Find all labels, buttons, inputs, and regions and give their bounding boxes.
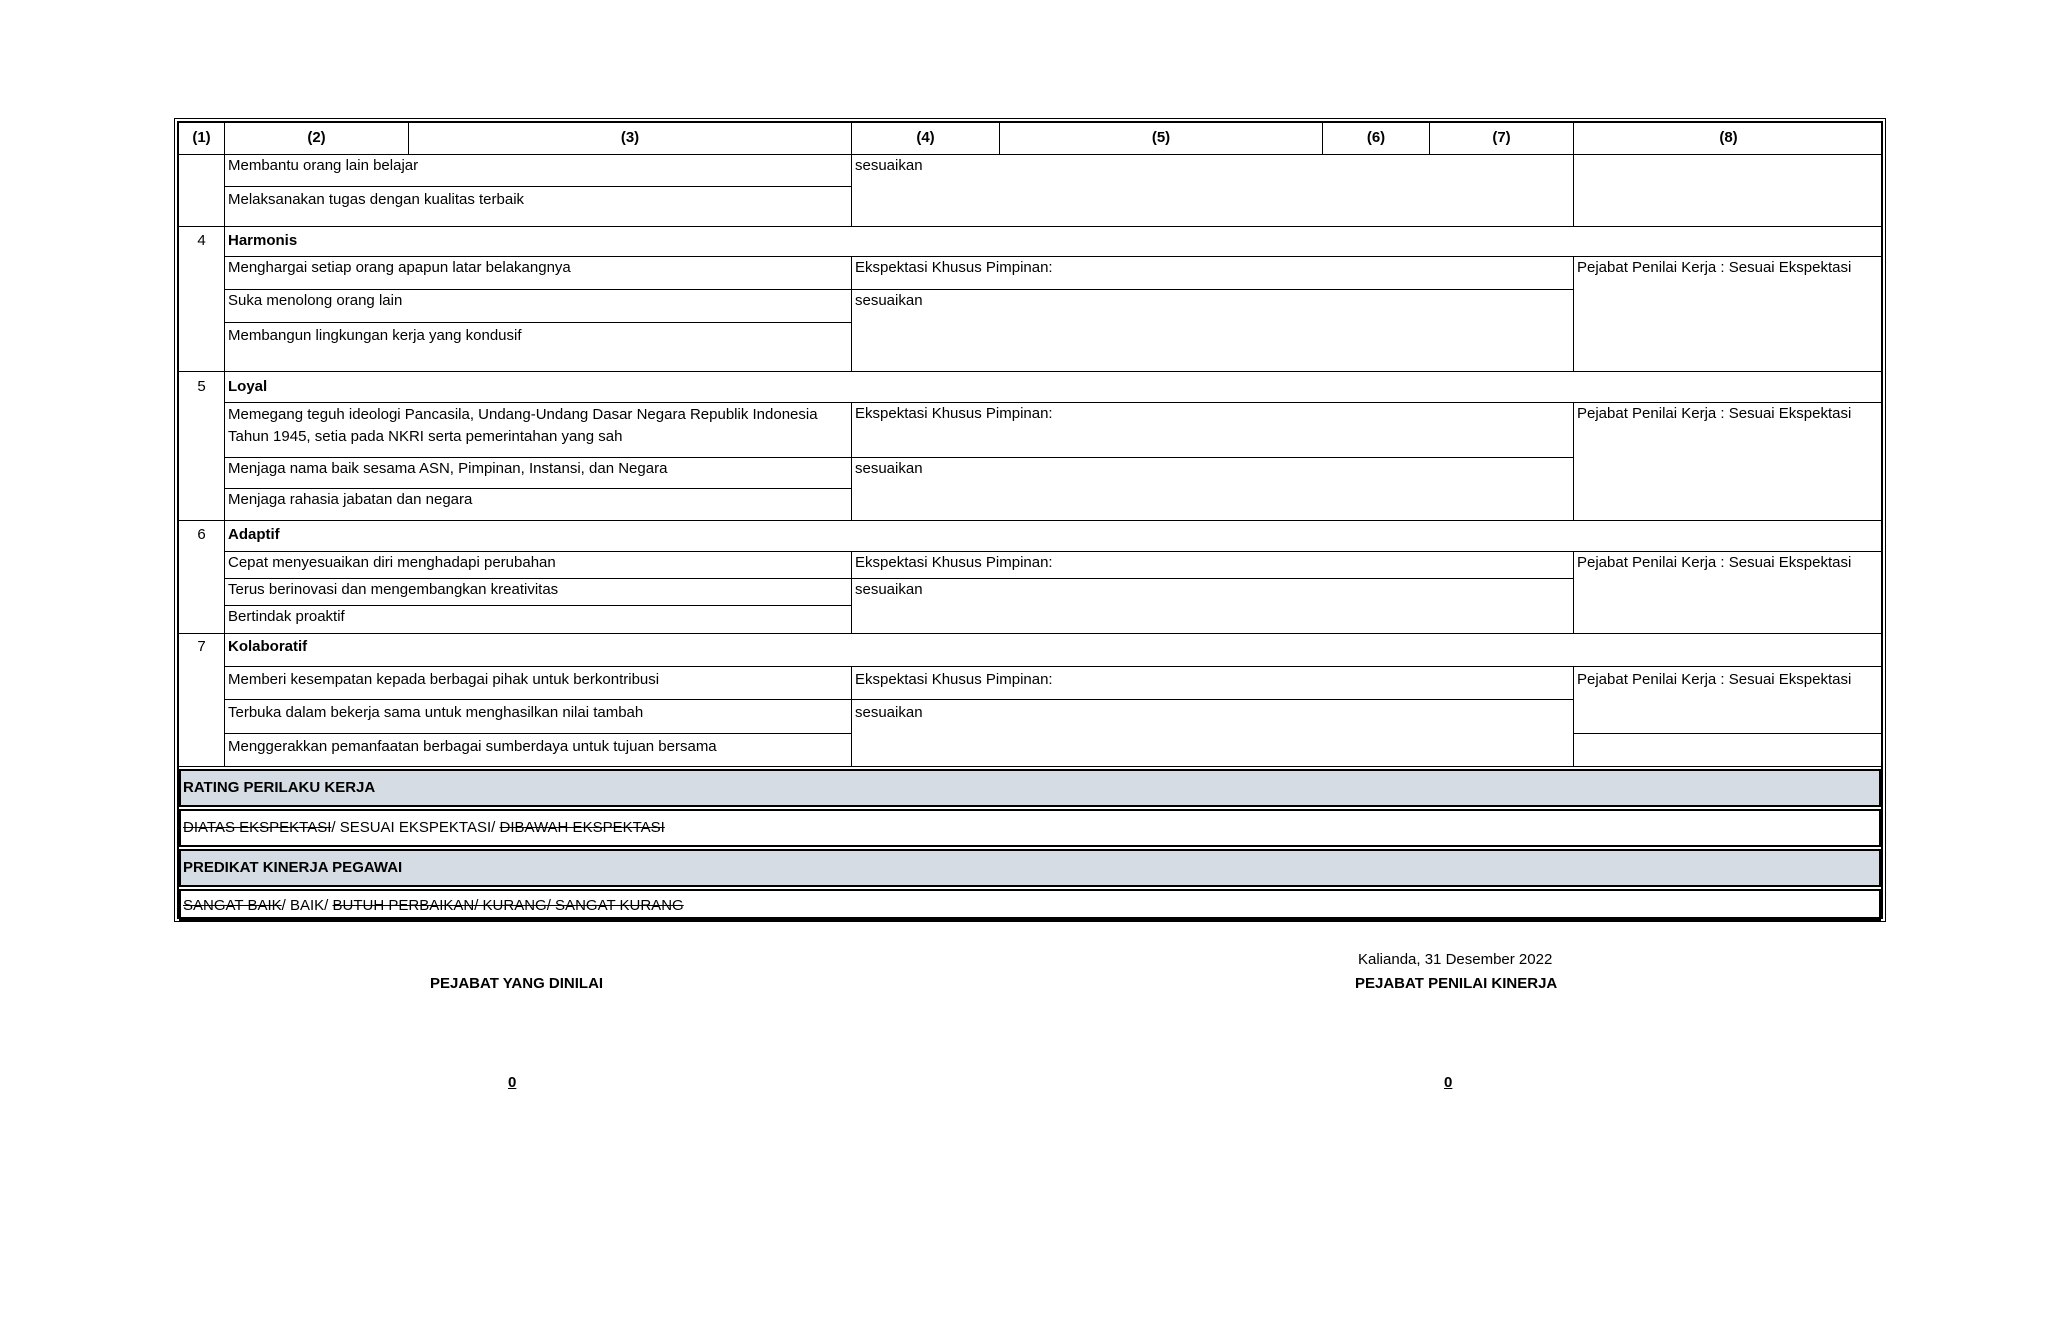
place-date: Kalianda, 31 Desember 2022 xyxy=(1358,951,1553,968)
left-signer-name: 0 xyxy=(508,1074,517,1091)
behavior-item: Menggerakkan pemanfaatan berbagai sumberdaya untuk tujuan bersama xyxy=(225,734,852,767)
feedback-text: Pejabat Penilai Kerja : Sesuai Ekspektasi xyxy=(1574,403,1883,521)
assessment-table xyxy=(177,121,1883,919)
behavior-item: Membangun lingkungan kerja yang kondusif xyxy=(225,323,852,372)
section-number: 6 xyxy=(179,521,225,552)
section-number-spacer xyxy=(179,257,225,372)
behavior-item: Memberi kesempatan kepada berbagai pihak untuk berkontribusi xyxy=(225,667,852,700)
expectation-value: sesuaikan xyxy=(852,458,1574,521)
section-title: Adaptif xyxy=(225,521,1883,552)
header-col-4: (4) xyxy=(852,123,1000,155)
predikat-option-good: / BAIK/ xyxy=(281,897,333,914)
behavior-item: Memegang teguh ideologi Pancasila, Undang-Undang Dasar Negara Republik Indonesia Tahun 1945, setia pada NKRI serta pemerintahan yang sah xyxy=(225,403,852,458)
cont-feedback-cell xyxy=(1574,155,1883,227)
behavior-item: Suka menolong orang lain xyxy=(225,290,852,323)
expectation-label: Ekspektasi Khusus Pimpinan: xyxy=(852,257,1574,290)
feedback-text: Pejabat Penilai Kerja : Sesuai Ekspektasi xyxy=(1574,257,1883,372)
behavior-item: Terus berinovasi dan mengembangkan kreativitas xyxy=(225,579,852,606)
expectation-label: Ekspektasi Khusus Pimpinan: xyxy=(852,667,1574,700)
behavior-item: Menghargai setiap orang apapun latar belakangnya xyxy=(225,257,852,290)
rating-option-meets: / SESUAI EKSPEKTASI/ xyxy=(331,819,500,836)
header-col-3: (3) xyxy=(409,123,852,155)
predikat-option-very-good: SANGAT BAIK xyxy=(183,897,282,914)
right-signer-name: 0 xyxy=(1444,1074,1453,1091)
section-number-spacer xyxy=(179,552,225,634)
section-number-spacer xyxy=(179,403,225,521)
behavior-item: Bertindak proaktif xyxy=(225,606,852,634)
header-col-2: (2) xyxy=(225,123,409,155)
header-col-1: (1) xyxy=(179,123,225,155)
rating-options xyxy=(179,809,1881,847)
cont-expectation-value: sesuaikan xyxy=(852,155,1574,227)
feedback-text: Pejabat Penilai Kerja : Sesuai Ekspektasi xyxy=(1574,667,1883,734)
section-number: 7 xyxy=(179,634,225,667)
rating-title: RATING PERILAKU KERJA xyxy=(179,769,1881,807)
expectation-value: sesuaikan xyxy=(852,579,1574,634)
cont-number-cell xyxy=(179,155,225,227)
behavior-item: Menjaga nama baik sesama ASN, Pimpinan, Instansi, dan Negara xyxy=(225,458,852,489)
header-col-6: (6) xyxy=(1323,123,1430,155)
predikat-options xyxy=(179,889,1881,921)
predikat-option-others: BUTUH PERBAIKAN/ KURANG/ SANGAT KURANG xyxy=(332,897,684,914)
feedback-text: Pejabat Penilai Kerja : Sesuai Ekspektasi xyxy=(1574,552,1883,634)
expectation-value: sesuaikan xyxy=(852,290,1574,372)
header-col-8: (8) xyxy=(1574,123,1883,155)
expectation-label: Ekspektasi Khusus Pimpinan: xyxy=(852,552,1574,579)
cont-item-2: Melaksanakan tugas dengan kualitas terbaik xyxy=(225,187,852,227)
rating-option-below: DIBAWAH EKSPEKTASI xyxy=(499,819,665,836)
section-number: 5 xyxy=(179,372,225,403)
section-number: 4 xyxy=(179,227,225,257)
section-title: Harmonis xyxy=(225,227,1883,257)
section-number-spacer xyxy=(179,667,225,767)
header-col-7: (7) xyxy=(1430,123,1574,155)
assessment-table-frame xyxy=(174,118,1886,922)
section-title: Kolaboratif xyxy=(225,634,1883,667)
cont-item-1: Membantu orang lain belajar xyxy=(225,155,852,187)
predikat-title: PREDIKAT KINERJA PEGAWAI xyxy=(179,849,1881,887)
behavior-item: Menjaga rahasia jabatan dan negara xyxy=(225,489,852,521)
rating-option-above: DIATAS EKSPEKTASI xyxy=(183,819,332,836)
expectation-value: sesuaikan xyxy=(852,700,1574,767)
left-signer-title: PEJABAT YANG DINILAI xyxy=(430,975,604,992)
behavior-item: Cepat menyesuaikan diri menghadapi perubahan xyxy=(225,552,852,579)
expectation-label: Ekspektasi Khusus Pimpinan: xyxy=(852,403,1574,458)
header-col-5: (5) xyxy=(1000,123,1323,155)
feedback-filler xyxy=(1574,734,1883,767)
section-title: Loyal xyxy=(225,372,1883,403)
right-signer-title: PEJABAT PENILAI KINERJA xyxy=(1355,975,1558,992)
behavior-item: Terbuka dalam bekerja sama untuk menghasilkan nilai tambah xyxy=(225,700,852,734)
